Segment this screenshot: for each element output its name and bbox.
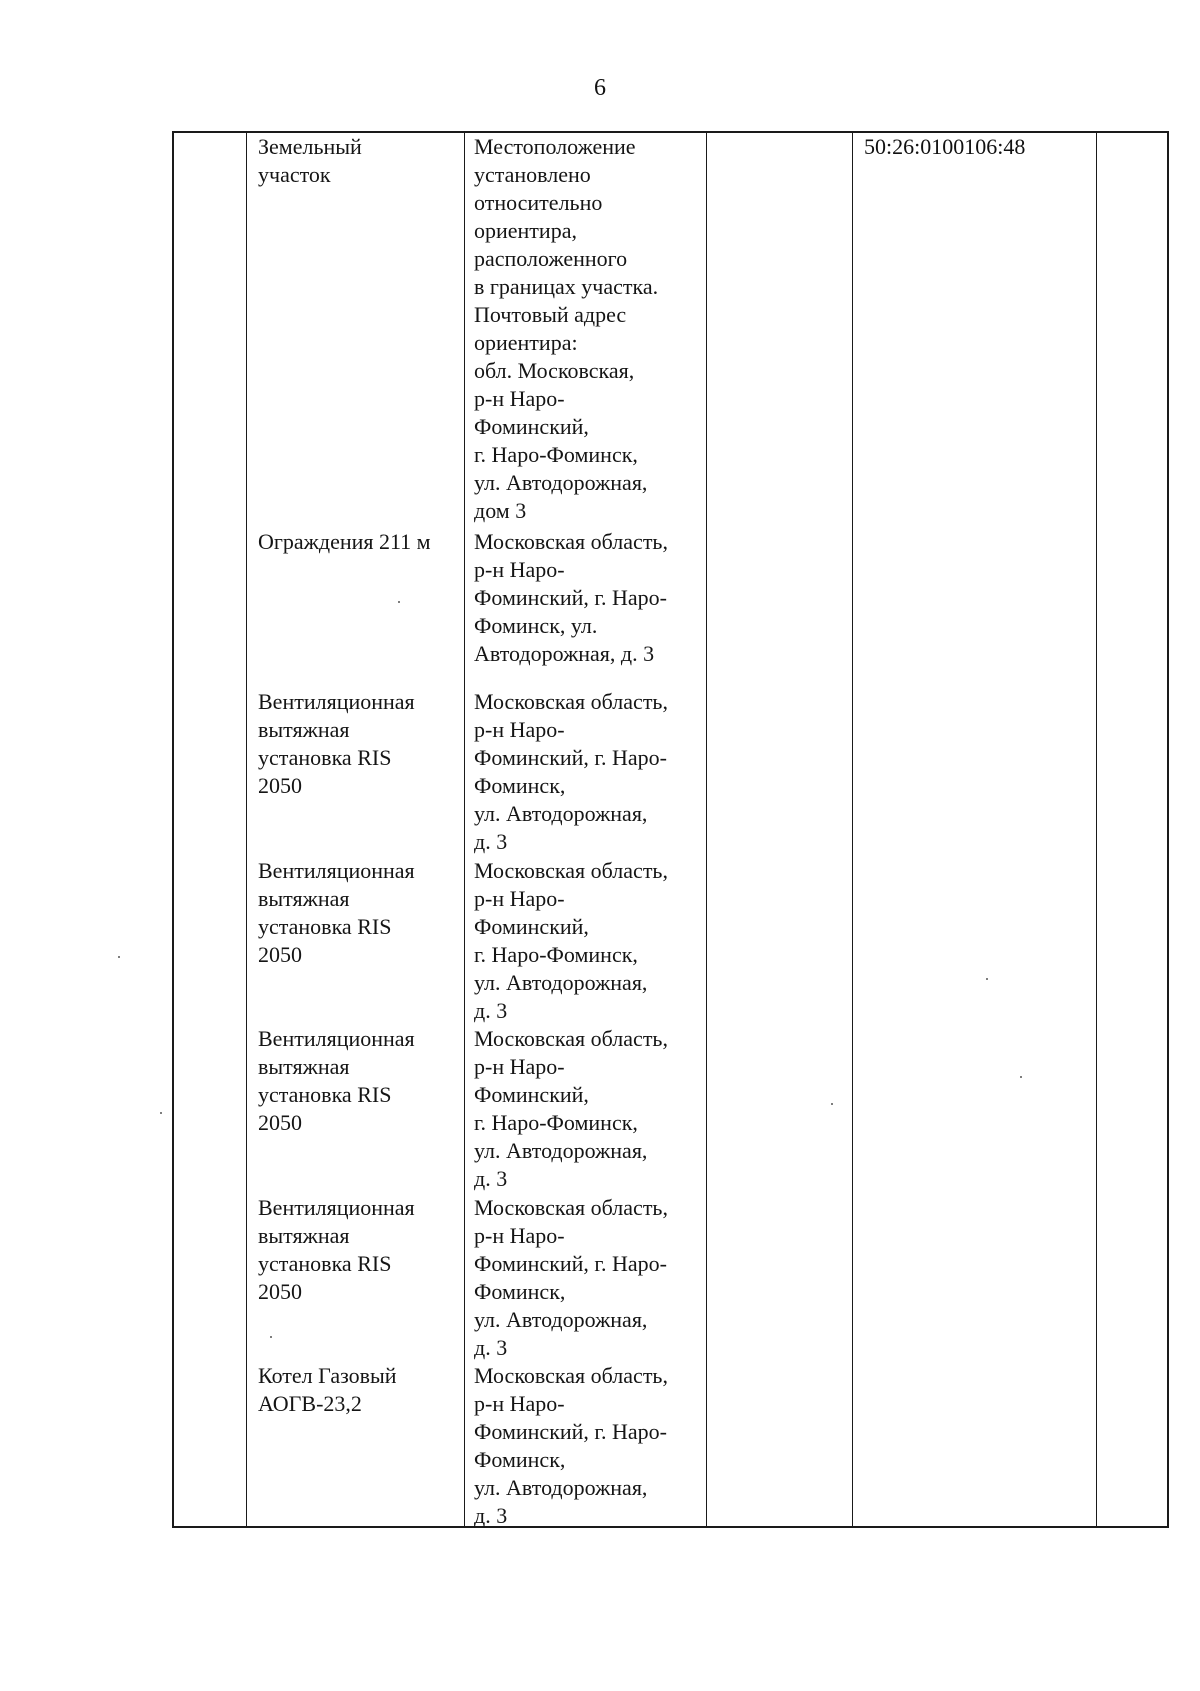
- object-address: Московская область, р-н Наро- Фоминский, г. Наро-Фоминск, ул. Автодорожная, д. 3: [474, 1026, 668, 1191]
- object-name: Вентиляционная вытяжная установка RIS 2050: [258, 689, 415, 798]
- scan-speck: [831, 1103, 833, 1105]
- scan-speck: [398, 601, 400, 603]
- column-divider: [706, 133, 707, 1526]
- column-divider: [852, 133, 853, 1526]
- scan-speck: [986, 978, 988, 980]
- property-table: [172, 131, 1169, 1528]
- object-address: Московская область, р-н Наро- Фоминский, г. Наро- Фоминск, ул. Автодорожная, д. 3: [474, 1363, 668, 1528]
- column-divider: [1096, 133, 1097, 1526]
- object-name: Вентиляционная вытяжная установка RIS 2050: [258, 858, 415, 967]
- object-address: Московская область, р-н Наро- Фоминский, г. Наро- Фоминск, ул. Автодорожная, д. 3: [474, 529, 668, 666]
- object-name: Вентиляционная вытяжная установка RIS 2050: [258, 1026, 415, 1135]
- cadastral-number: 50:26:0100106:48: [864, 134, 1026, 159]
- column-divider: [464, 133, 465, 1526]
- object-address: Московская область, р-н Наро- Фоминский, г. Наро- Фоминск, ул. Автодорожная, д. 3: [474, 1195, 668, 1360]
- scan-speck: [1020, 1076, 1022, 1078]
- object-address: Московская область, р-н Наро- Фоминский, г. Наро- Фоминск, ул. Автодорожная, д. 3: [474, 689, 668, 854]
- object-name: Вентиляционная вытяжная установка RIS 2050: [258, 1195, 415, 1304]
- object-address: Местоположение установлено относительно ориентира, расположенного в границах участка. Почтовый адрес ориентира: обл. Московская, р-н Наро- Фоминский, г. Наро-Фоминск, ул. Автодорожная, дом 3: [474, 134, 659, 523]
- column-divider: [246, 133, 247, 1526]
- scan-speck: [118, 956, 120, 958]
- scan-speck: [270, 1336, 272, 1338]
- scan-speck: [160, 1112, 162, 1114]
- object-name: Земельный участок: [258, 134, 362, 187]
- object-name: Ограждения 211 м: [258, 529, 431, 554]
- page-number: 6: [594, 75, 606, 101]
- object-address: Московская область, р-н Наро- Фоминский, г. Наро-Фоминск, ул. Автодорожная, д. 3: [474, 858, 668, 1023]
- object-name: Котел Газовый АОГВ-23,2: [258, 1363, 397, 1416]
